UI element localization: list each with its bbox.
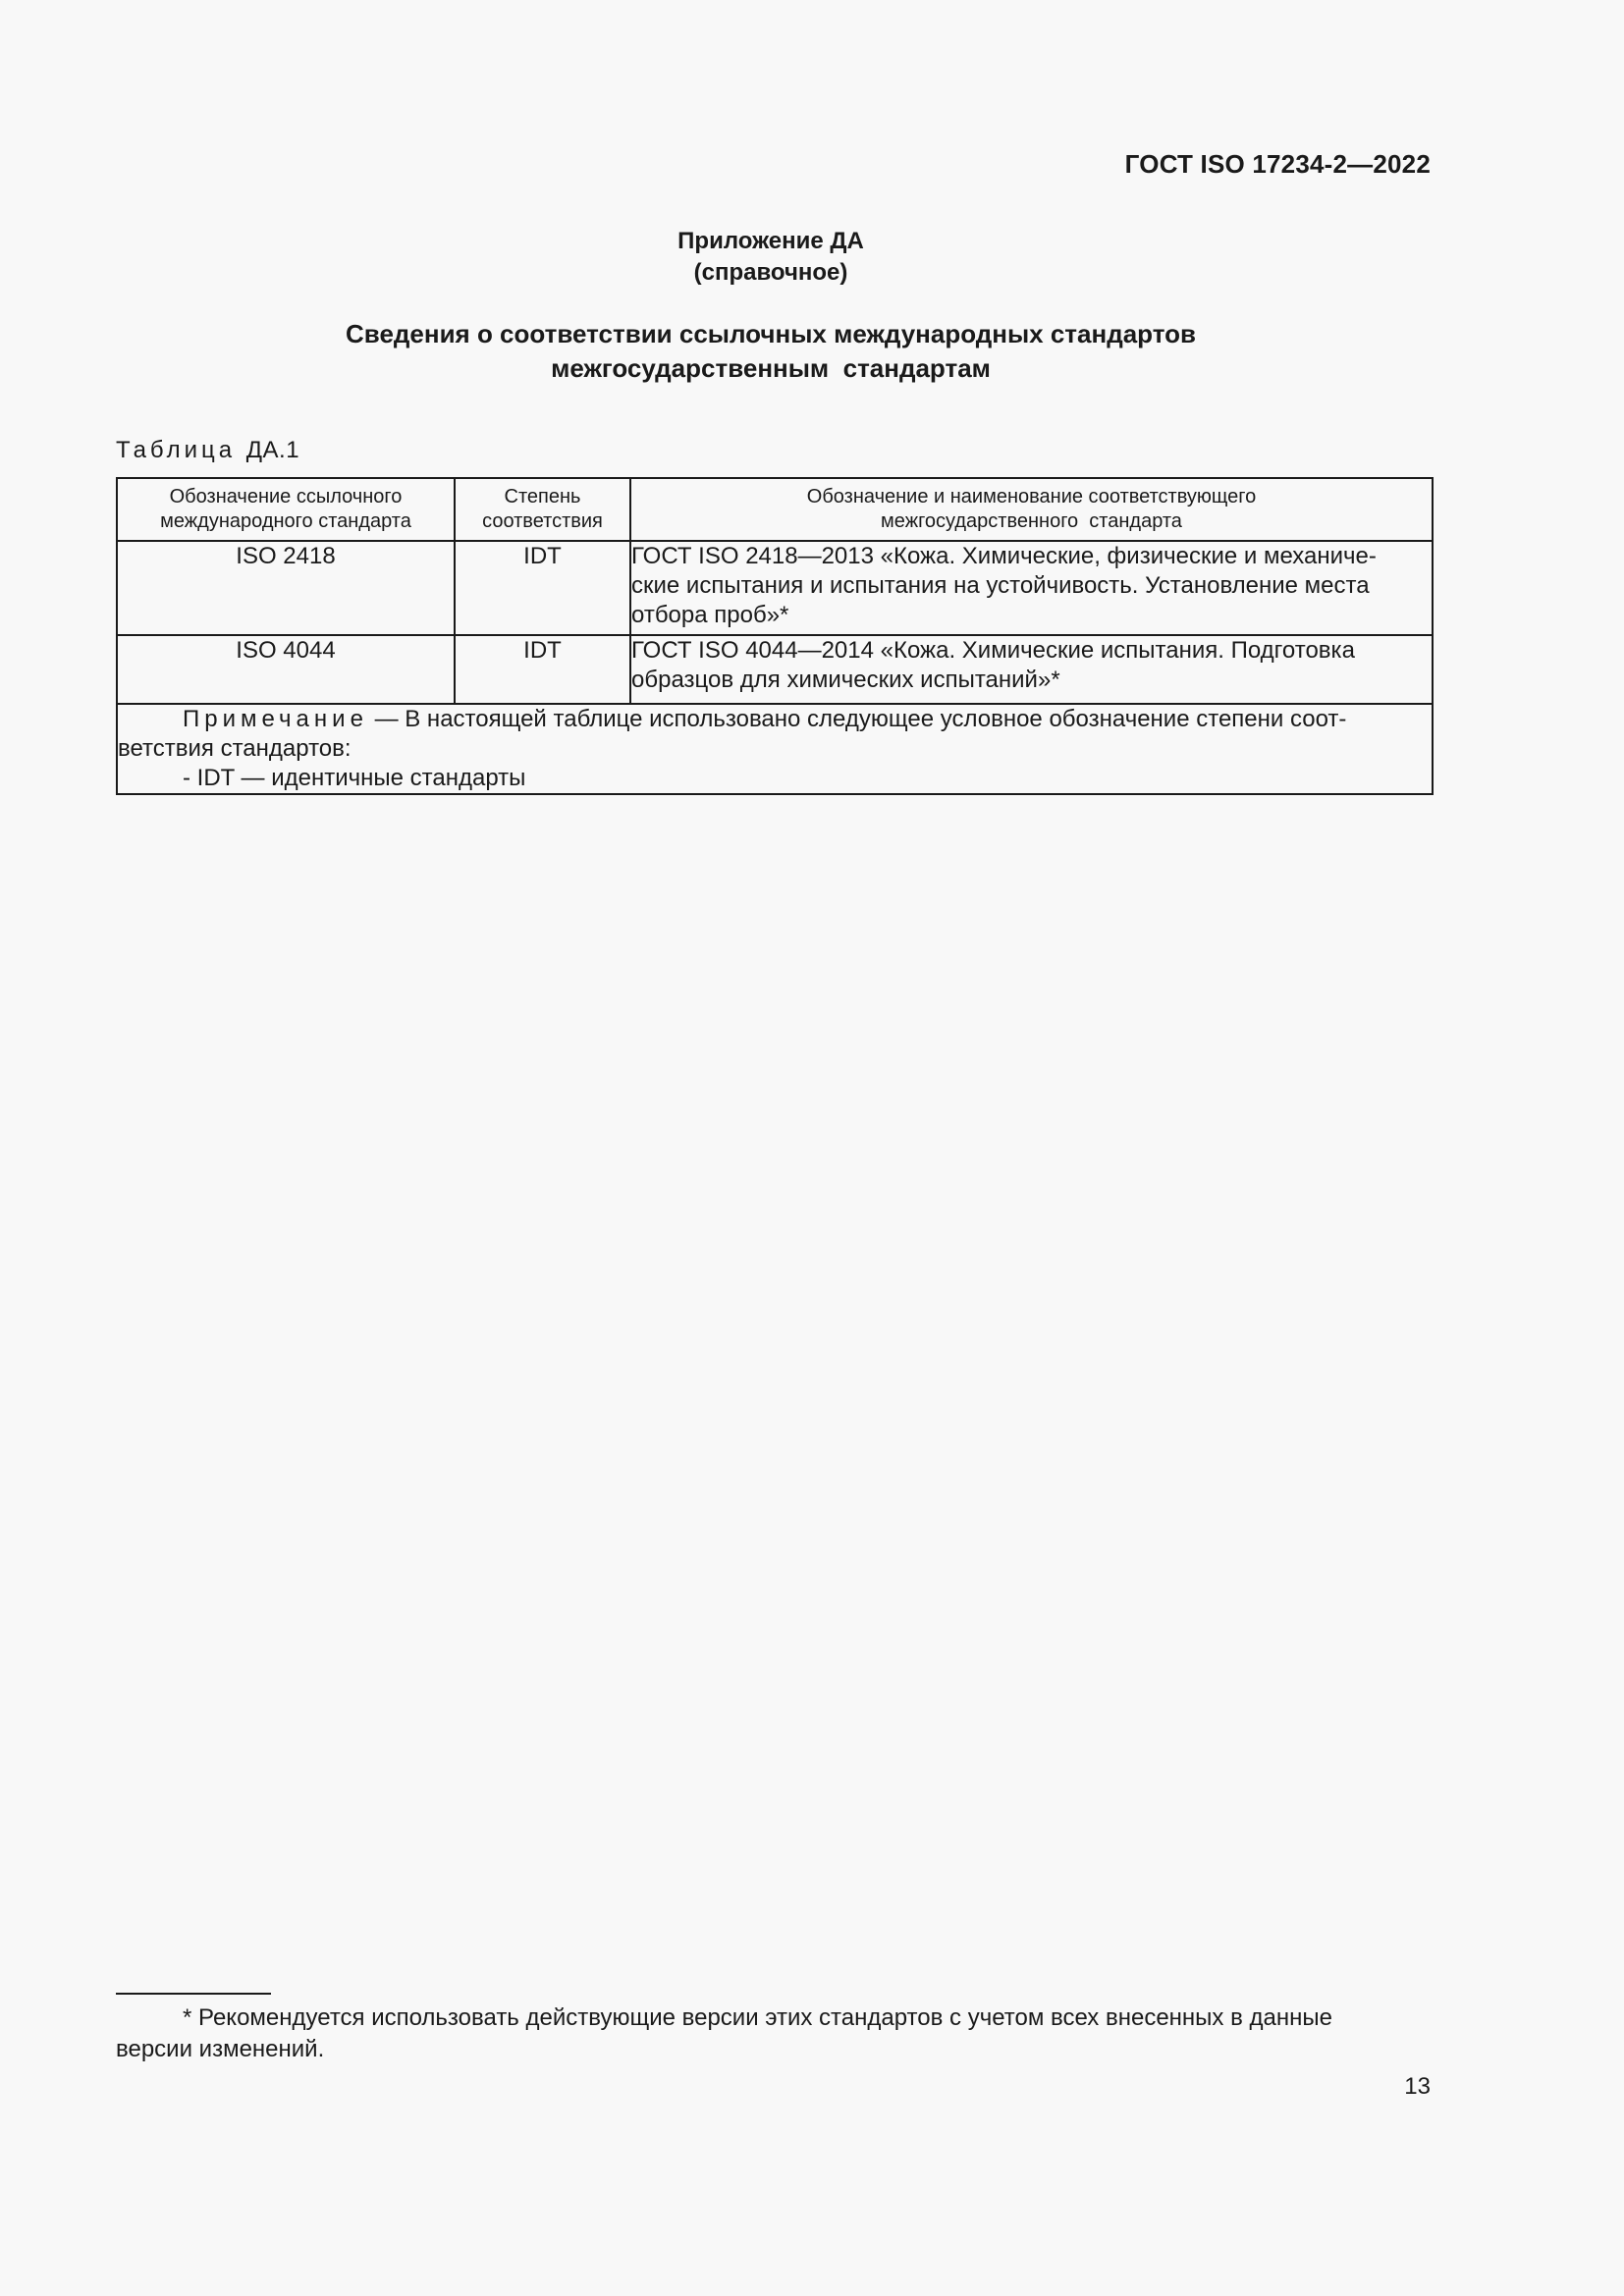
footnote-divider [116,1993,271,1995]
table-row [117,541,1433,635]
header-interstate-standard: Обозначение и наименование соответствующего межгосударственного стандарта [630,478,1433,541]
header-degree: Степень соответствия [455,478,630,541]
appendix-heading [0,226,1542,289]
cell-ref: ISO 4044 [117,635,455,704]
table-caption [116,437,299,464]
cell-desc: ГОСТ ISO 4044—2014 «Кожа. Химические испытания. Подготовка образцов для химических испытаний»* [630,635,1433,704]
footnote [116,2002,1432,2065]
appendix-title: Приложение ДА [677,228,864,254]
note-item: - IDT — идентичные стандарты [183,765,526,791]
table-caption-number: ДА.1 [245,437,300,463]
appendix-subtitle: (справочное) [693,259,848,286]
table-note-row [117,704,1433,794]
footnote-line2: версии изменений. [116,2036,325,2062]
table-caption-label: Таблица [116,437,237,463]
header-ref-standard: Обозначение ссылочного международного стандарта [117,478,455,541]
main-title-line1: Сведения о соответствии ссылочных международных стандартов [346,319,1196,348]
cell-degree: IDT [455,635,630,704]
cell-ref: ISO 2418 [117,541,455,635]
note-text: — В настоящей таблице использовано следующее условное обозначение степени соот- [367,706,1347,732]
main-title-line2: межгосударственным стандартам [551,353,991,383]
main-title [0,317,1542,386]
table-row [117,635,1433,704]
table-note [117,704,1433,794]
cell-desc: ГОСТ ISO 2418—2013 «Кожа. Химические, физические и механиче- ские испытания и испытания на устойчивость. Установление места отбора проб»* [630,541,1433,635]
standard-code: ГОСТ ISO 17234-2—2022 [1124,149,1431,179]
page-number: 13 [1404,2073,1431,2100]
table-header-row [117,478,1433,541]
correspondence-table [116,477,1434,795]
footnote-line1: * Рекомендуется использовать действующие версии этих стандартов с учетом всех внесенных в данные [183,2004,1332,2031]
cell-degree: IDT [455,541,630,635]
note-text-line2: ветствия стандартов: [118,735,352,762]
note-label: Примечание [183,706,368,732]
